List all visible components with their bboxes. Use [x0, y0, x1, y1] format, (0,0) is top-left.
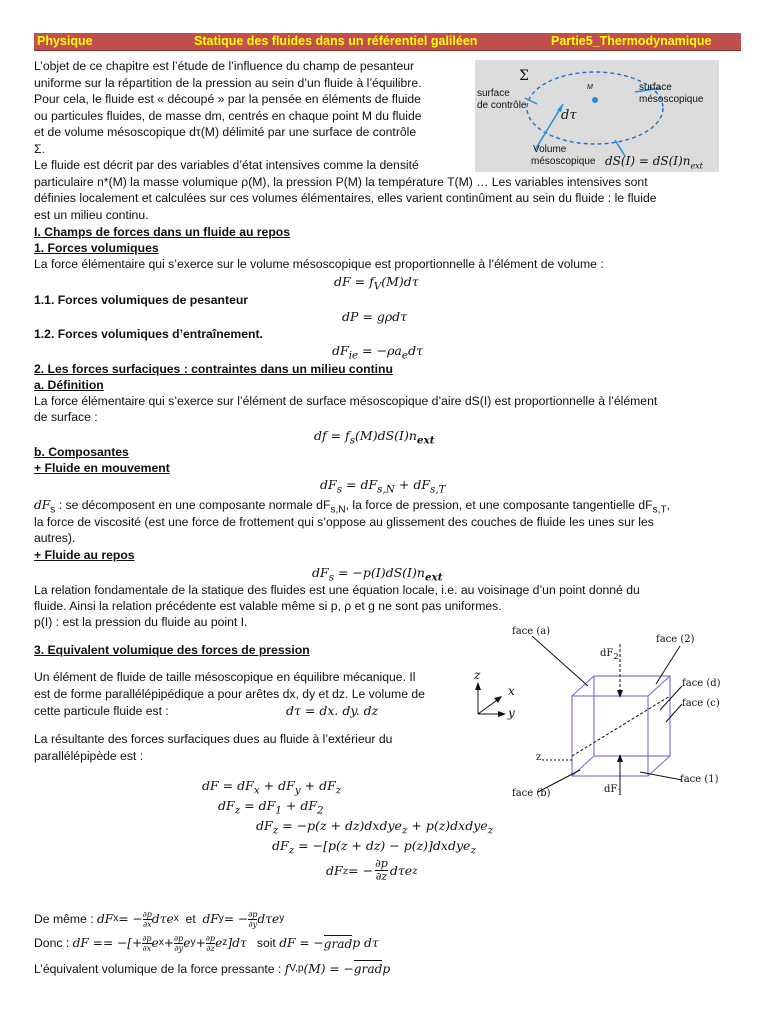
moving-fluid-text-1: $dF_s$ : se décomposent en une composante normale $dF_{s,N}$, la force de pression, et une composante tangentielle $dF_{s,T}$,	[34, 498, 671, 516]
intro-line: définies localement et calculées sur ces volumes élémentaires, elles varient continûment au sein du fluide : le fluide	[34, 191, 657, 205]
control-surface-label-2: de contrôle	[477, 100, 527, 111]
intro-line: est un milieu continu.	[34, 207, 149, 222]
header-subject: Physique	[37, 34, 93, 48]
header-part: Partie5_Thermodynamique	[551, 34, 712, 48]
moving-fluid-text-2: la force de viscosité (est une force de frottement qui s’oppose au glissement des couches de fluide les unes sur les	[34, 515, 654, 529]
eq-fz-difference: $dF_z = -[p(z + dz)$ − p(z)]dxdye$_z$	[272, 838, 476, 857]
rest-fluid-text-2: fluide. Ainsi la relation précédente est valable même si p, ρ et g ne sont pas uniformes.	[34, 599, 502, 613]
df2-label: $dF_2$	[600, 648, 619, 661]
intro-line: L’objet de ce chapitre est l’étude de l’influence du champ de pesanteur	[34, 59, 415, 73]
intro-line: et de volume mésoscopique dτ(M) délimité par une surface de contrôle	[34, 125, 417, 139]
mesoscopic-volume-figure	[475, 60, 719, 172]
face-2-label: face (2)	[656, 634, 695, 645]
rest-fluid-title: + Fluide au repos	[34, 548, 135, 562]
eq-gravity-force: dP = gρdτ	[342, 309, 408, 324]
face-b-label: face (b)	[512, 788, 551, 799]
ds-vector-label: $dS(I) = dS(I)n_{ext}$	[605, 154, 703, 171]
dtau-label: dτ	[561, 108, 577, 123]
eq-fz-gradient: dF z = − $\frac{\partial p}{\partial z}$ dτe z	[326, 857, 418, 883]
header-title: Statique des fluides dans un référentiel galiléen	[194, 34, 478, 48]
df1-label: $dF_1$	[604, 784, 623, 797]
section-3-text-5: parallélépipède est :	[34, 749, 144, 763]
sigma-label: Σ	[519, 68, 529, 84]
eq-fz-pressure: $dF_z = -p(z$ + dz)dxdye$_z$ + p(z)dxdye$_z$	[256, 818, 494, 837]
intro-line: particulaire n*(M) la masse volumique ρ(M), la pression P(M) la température T(M) … Les variables intensives sont	[34, 174, 648, 189]
eq-rest-surface-force: $dF_s = -p(I)dS(I)n_{ext}$	[312, 565, 443, 584]
meso-volume-label-1: Volume	[533, 144, 567, 155]
eq-volumic-force: dF = $f_V(M)d\tau$	[334, 274, 419, 293]
volumic-force-text: La force élémentaire qui s’exerce sur le volume mésoscopique est proportionnelle à l’élément de volume :	[34, 257, 604, 271]
eq-total-force: Donc : dF == −[+ $\frac{\partial p}{\partial x}$ e x + $\frac{\partial p}{\partial y}$ e y + $\frac{\partial p}{\partial z}$ e z ]dτ soit dF = − grad p dτ	[34, 934, 379, 953]
face-1-label: face (1)	[680, 774, 719, 785]
eq-volumic-equivalent: L’équivalent volumique de la force pressante : f V,p (M) = − grad p	[34, 961, 391, 976]
face-c-label: face (c)	[682, 698, 720, 709]
parallelepiped-figure	[470, 624, 735, 804]
eq-volume-element: dτ = dx. dy. dz	[286, 703, 379, 718]
meso-surface-label-2: mésoscopique	[639, 94, 704, 105]
intro-line: Pour cela, le fluide est « découpé » par la pensée en éléments de fluide	[34, 92, 421, 106]
section-3-title: 3. Equivalent volumique des forces de pression	[34, 643, 310, 657]
eq-drive-force: $dF_{ie} = -\rho a_ed\tau$	[332, 343, 423, 362]
eq-fz-sum: $dF_z = dF_1 + dF_2$	[218, 798, 324, 817]
meso-volume-label-2: mésoscopique	[531, 156, 596, 167]
section-2b-title: b. Composantes	[34, 445, 129, 459]
intro-line: Σ.	[34, 141, 45, 156]
surface-force-text-1: La force élémentaire qui s’exerce sur l’élément de surface mésoscopique d’aire dS(I) est proportionnelle à l’élément	[34, 394, 658, 408]
face-a-label: face (a)	[512, 626, 551, 637]
section-1-1-title: 1. Forces volumiques	[34, 241, 159, 255]
z-level-label: z	[536, 752, 542, 763]
axis-x-label: x	[508, 684, 515, 698]
moving-fluid-text-3: autres).	[34, 531, 76, 545]
intro-line: Le fluide est décrit par des variables d’état intensives comme la densité	[34, 158, 419, 172]
intro-line: ou particules fluides, de masse dm, centrés en chaque point M du fluide	[34, 108, 422, 123]
face-d-label: face (d)	[682, 678, 721, 689]
moving-fluid-title: + Fluide en mouvement	[34, 461, 170, 475]
section-2-title: 2. Les forces surfaciques : contraintes dans un milieu continu	[34, 362, 393, 376]
eq-resultant: dF = $dF_x + dF_y + dF_z$	[202, 778, 342, 797]
axis-y-label: y	[508, 706, 515, 720]
section-gravity-title: 1.1. Forces volumiques de pesanteur	[34, 293, 249, 307]
rest-fluid-text-1: La relation fondamentale de la statique des fluides est une équation locale, i.e. au voisinage d’un point donné du	[34, 583, 640, 597]
eq-same-xy: De même : dF x = − $\frac{\partial p}{\partial x}$ dτe x et dF y = − $\frac{\partial p}{\partial y}$ dτe y	[34, 910, 285, 929]
axis-z-label: z	[474, 668, 481, 682]
header-bar	[34, 33, 741, 51]
section-drive-title: 1.2. Forces volumiques d’entraînement.	[34, 327, 263, 341]
section-3-text-3: cette particule fluide est :	[34, 704, 169, 718]
section-3-text-4: La résultante des forces surfaciques dues au fluide à l’extérieur du	[34, 732, 393, 746]
surface-force-text-2: de surface :	[34, 410, 98, 424]
section-1-title: I. Champs de forces dans un fluide au repos	[34, 225, 290, 239]
meso-surface-label-1: surface	[639, 82, 672, 93]
control-surface-label-1: surface	[477, 88, 510, 99]
section-2a-title: a. Définition	[34, 378, 104, 392]
eq-surface-force: df = $f_s(M)dS(I)n_{ext}$	[314, 428, 435, 447]
point-m-label: M	[587, 84, 593, 91]
section-3-text-2: est de forme parallélépipédique a pour arêtes dx, dy et dz. Le volume de	[34, 687, 425, 701]
rest-fluid-text-3: p(I) : est la pression du fluide au point I.	[34, 615, 248, 629]
eq-moving-decomp: $dF_s = dF_{s,N} + dF_{s,T}$	[320, 477, 446, 496]
intro-line: uniforme sur la répartition de la pression au sein d’un fluide à l’équilibre.	[34, 75, 422, 90]
section-3-text-1: Un élément de fluide de taille mésoscopique en équilibre mécanique. Il	[34, 670, 416, 684]
